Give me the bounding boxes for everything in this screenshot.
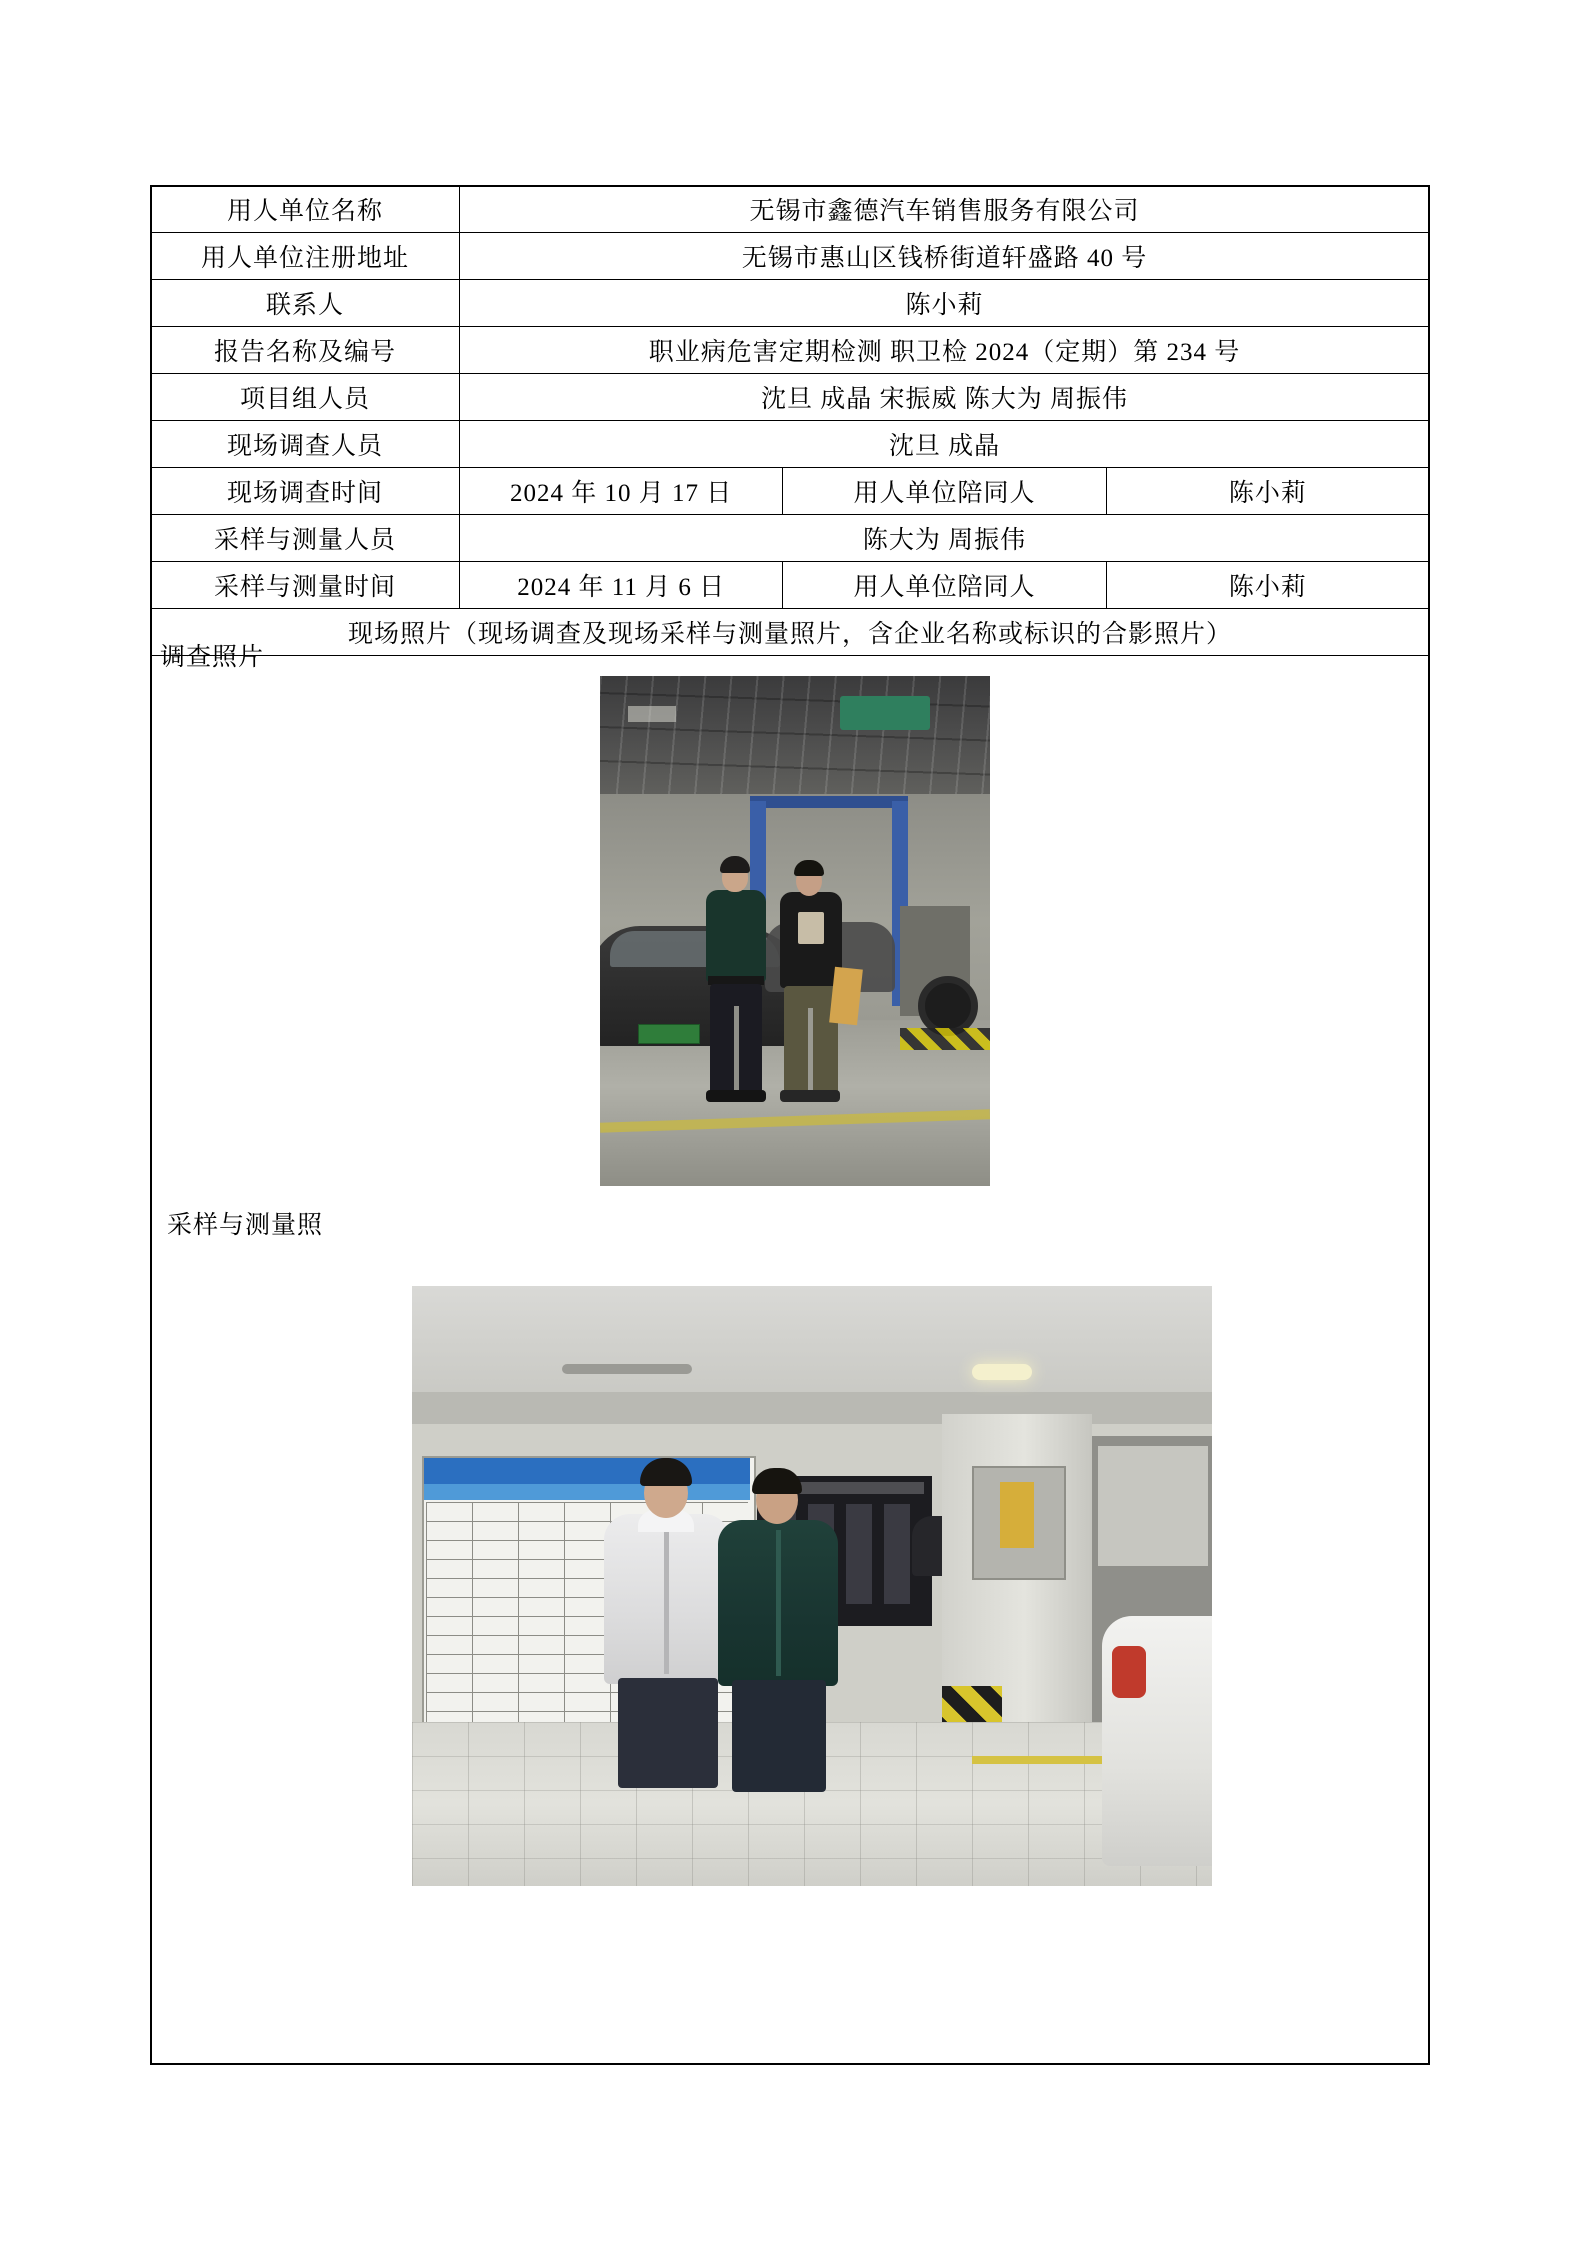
row-label-accompany-sampling: 用人单位陪同人 xyxy=(783,562,1106,609)
person-right-shoes xyxy=(780,1090,840,1102)
table-row xyxy=(151,186,1430,233)
row-value-survey-date: 2024 年 10 月 17 日 xyxy=(460,468,783,515)
row-label-survey-staff: 现场调查人员 xyxy=(151,421,460,468)
table-row xyxy=(151,562,1430,609)
row-value-project-team: 沈旦 成晶 宋振威 陈大为 周振伟 xyxy=(460,374,1430,421)
table-row xyxy=(151,421,1430,468)
row-label-report-name-number: 报告名称及编号 xyxy=(151,327,460,374)
green-exit-sign xyxy=(840,696,930,730)
table-row xyxy=(151,233,1430,280)
person-right-leg-gap xyxy=(808,1008,813,1094)
car-taillight xyxy=(1112,1646,1146,1698)
ceiling-fan xyxy=(562,1364,692,1374)
hazard-stripe-barrier xyxy=(900,1028,990,1050)
caption-survey-photo: 调查照片 xyxy=(160,644,265,671)
person-left-leg-gap xyxy=(734,1006,739,1094)
sampling-photo xyxy=(412,1286,1212,1886)
workshop-ceiling-band xyxy=(412,1392,1212,1426)
person-light-jacket-legs xyxy=(618,1678,718,1788)
wall-placard xyxy=(628,706,676,722)
row-value-registered-address: 无锡市惠山区钱桥街道轩盛路 40 号 xyxy=(460,233,1430,280)
row-label-sampling-staff: 采样与测量人员 xyxy=(151,515,460,562)
table-row xyxy=(151,515,1430,562)
person-green-jacket-zipper xyxy=(776,1530,781,1676)
workshop-ceiling xyxy=(412,1286,1212,1396)
caption-sampling-photo: 采样与测量照 xyxy=(167,1212,324,1239)
row-value-sampling-staff: 陈大为 周振伟 xyxy=(460,515,1430,562)
row-value-survey-staff: 沈旦 成晶 xyxy=(460,421,1430,468)
vehicle-lift-top-beam xyxy=(750,796,908,808)
service-bay-daylight xyxy=(1098,1446,1208,1566)
person-left-torso xyxy=(706,890,766,982)
row-label-sampling-date: 采样与测量时间 xyxy=(151,562,460,609)
ceiling-grid xyxy=(600,676,990,796)
row-label-employer-name: 用人单位名称 xyxy=(151,186,460,233)
survey-photo xyxy=(600,676,990,1186)
table-row-photos-header xyxy=(151,609,1430,656)
site-info-table xyxy=(150,185,1430,656)
table-row xyxy=(151,280,1430,327)
photos-section-header: 现场照片（现场调查及现场采样与测量照片，含企业名称或标识的合影照片） xyxy=(151,609,1430,656)
row-label-project-team: 项目组人员 xyxy=(151,374,460,421)
row-label-registered-address: 用人单位注册地址 xyxy=(151,233,460,280)
person-right-shirt-print xyxy=(798,912,824,944)
row-value-sampling-date: 2024 年 11 月 6 日 xyxy=(460,562,783,609)
table-row xyxy=(151,374,1430,421)
person-light-jacket-zipper xyxy=(664,1524,669,1674)
clipboard-folder xyxy=(829,967,863,1026)
row-value-accompany-survey: 陈小莉 xyxy=(1106,468,1429,515)
whiteboard-subheader-banner xyxy=(424,1484,750,1500)
person-left-shoes xyxy=(706,1090,766,1102)
row-value-accompany-sampling: 陈小莉 xyxy=(1106,562,1429,609)
row-label-survey-date: 现场调查时间 xyxy=(151,468,460,515)
person-right-hair xyxy=(794,860,824,876)
green-license-plate xyxy=(638,1024,700,1044)
table-row xyxy=(151,468,1430,515)
person-green-jacket-legs xyxy=(732,1680,826,1792)
pillar-yellow-sign xyxy=(1000,1482,1034,1548)
row-label-contact-person: 联系人 xyxy=(151,280,460,327)
tire xyxy=(918,976,978,1036)
table-row xyxy=(151,327,1430,374)
ceiling-lamp xyxy=(972,1364,1032,1380)
row-value-report-name-number: 职业病危害定期检测 职卫检 2024（定期）第 234 号 xyxy=(460,327,1430,374)
row-value-contact-person: 陈小莉 xyxy=(460,280,1430,327)
whiteboard-header-banner xyxy=(424,1458,750,1484)
row-value-employer-name: 无锡市鑫德汽车销售服务有限公司 xyxy=(460,186,1430,233)
row-label-accompany-survey: 用人单位陪同人 xyxy=(783,468,1106,515)
